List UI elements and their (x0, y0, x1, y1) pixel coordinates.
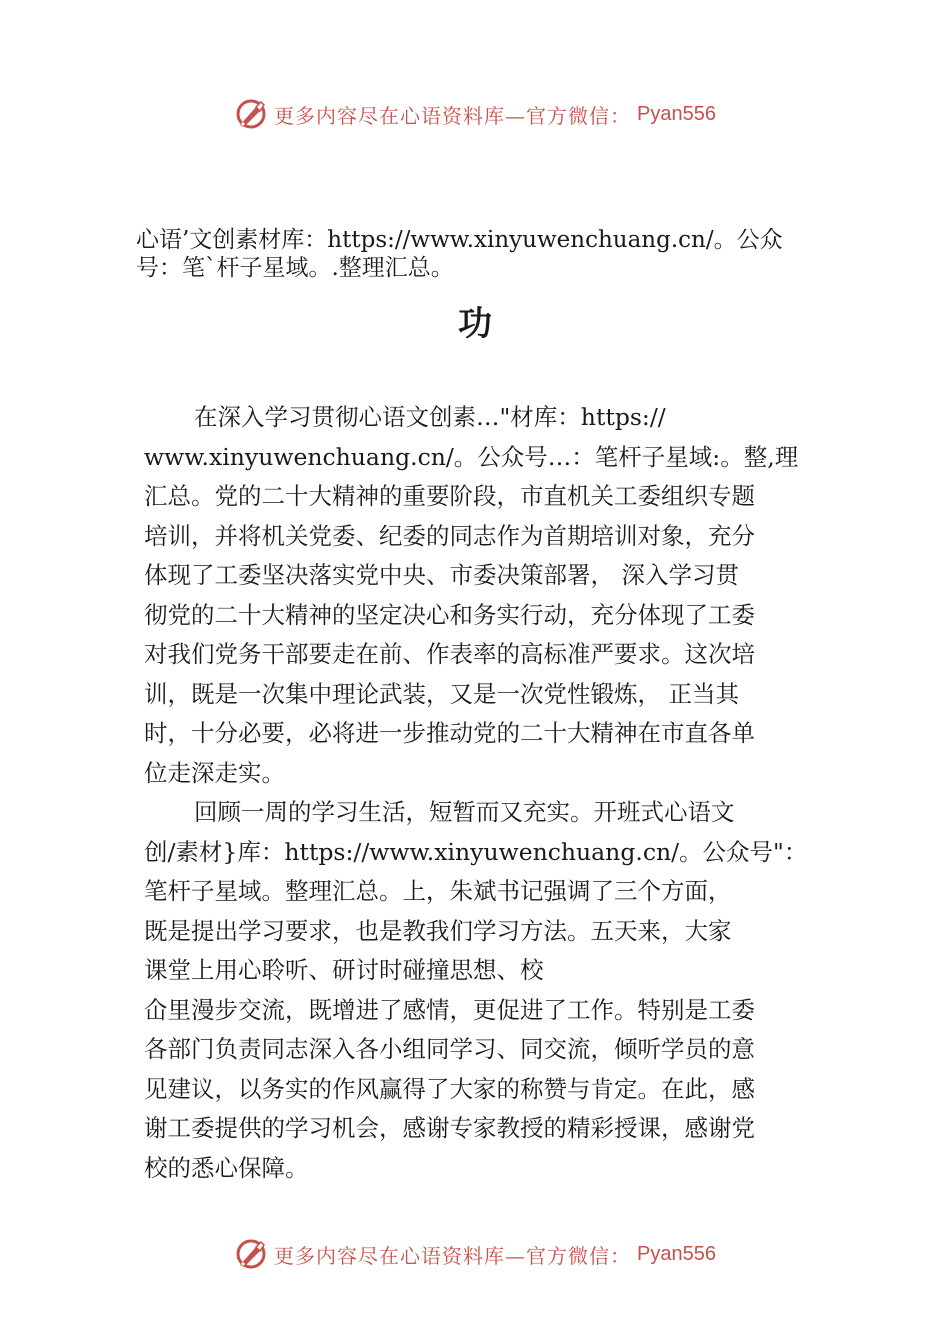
body-line: 对我们党务干部要走在前、作表率的高标准严要求。这次培 (144, 640, 755, 668)
body-line: 笔杆子星域。整理汇总。上，朱斌书记强调了三个方面， (144, 877, 732, 905)
footer-banner-text: 更多内容尽在心语资料库—官方微信： (274, 1243, 632, 1268)
header-wechat-id: Pyan556 (637, 102, 716, 125)
body-line: 位走深走实。 (144, 758, 285, 787)
page-title: 功 (458, 304, 492, 344)
body-line: 回顾一周的学习生活，短暂而又充实。开班式心语文 (194, 798, 735, 826)
body-line: 创/素材}库：https://www.xinyuwenchuang.cn/。公众号"： (144, 837, 808, 866)
body-line: 各部门负责同志深入各小组同学习、同交流，倾听学员的意 (144, 1035, 755, 1063)
source-note: 心语’文创素材库：https://www.xinyuwenchuang.cn/。公众 号：笔`杆子星域。.整理汇总。 (136, 227, 783, 281)
footer-banner (0, 1234, 950, 1274)
body-line: 仚里漫步交流，既增进了感情，更促进了工作。特别是工委 (144, 995, 755, 1024)
body-line: 在深入学习贯彻心语文创素…"材库：https:// (194, 403, 666, 431)
body-line: 谢工委提供的学习机会，感谢专家教授的精彩授课，感谢党 (144, 1114, 755, 1142)
body-line: 体现了工委坚决落实党中央、市委决策部署， 深入学习贯 (144, 561, 739, 589)
body-line: 课堂上用心聆听、研讨时碰撞思想、校 (144, 956, 544, 984)
body-line: 时，十分必要，必将进一步推动党的二十大精神在市直各单 (144, 719, 755, 747)
body-line: www.xinyuwenchuang.cn/。公众号…：笔杆子星域:。整,理 (144, 442, 799, 471)
header-banner (0, 94, 950, 134)
footer-wechat-id: Pyan556 (637, 1242, 716, 1265)
header-banner-text: 更多内容尽在心语资料库—官方微信： (274, 103, 632, 128)
body-line: 见建议，以务实的作风赢得了大家的称赞与肯定。在此，感 (144, 1074, 755, 1103)
body-line: 培训，并将机关党委、纪委的同志作为首期培训对象，充分 (144, 521, 755, 550)
body-line: 汇总。党的二十大精神的重要阶段，市直机关工委组织专题 (144, 482, 755, 510)
body-line: 校的悉心保障。 (144, 1153, 309, 1182)
body-line: 训，既是一次集中理论武装，又是一次党性锻炼， 正当其 (144, 679, 739, 708)
pen-logo-icon (234, 1237, 268, 1271)
body-line: 彻党的二十大精神的坚定决心和务实行动，充分体现了工委 (144, 600, 755, 629)
body-line: 既是提出学习要求，也是教我们学习方法。五天来，大家 (144, 916, 732, 945)
body-text (144, 398, 812, 1188)
pen-logo-icon (234, 97, 268, 131)
